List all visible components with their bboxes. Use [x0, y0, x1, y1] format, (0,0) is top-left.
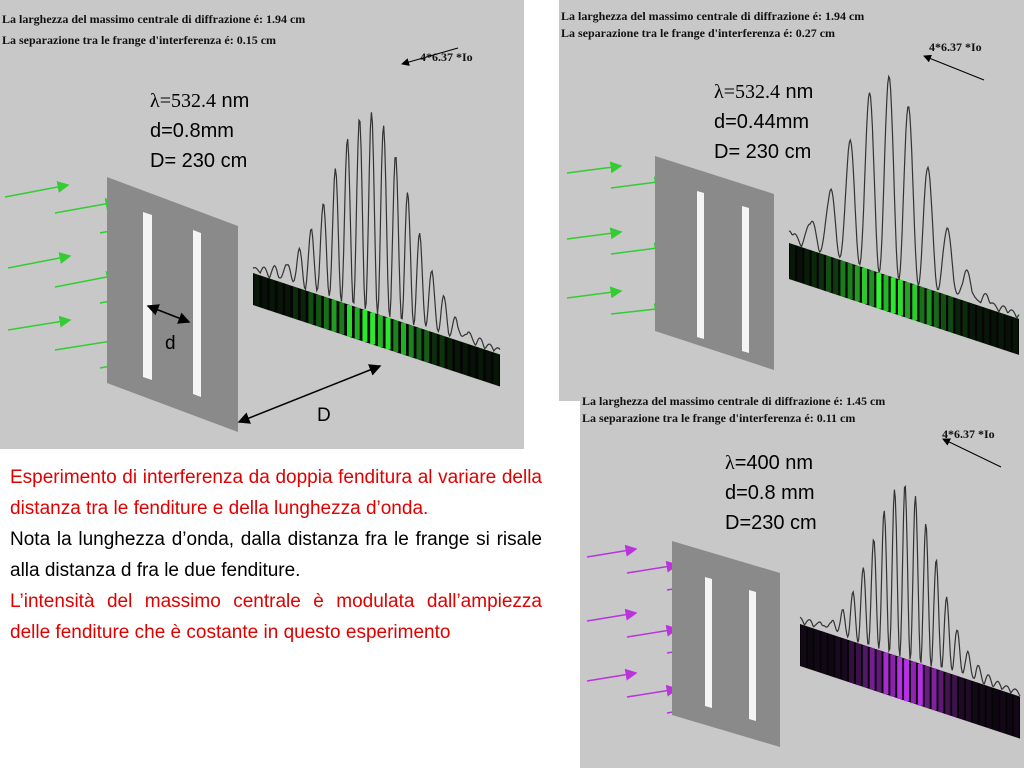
slit [697, 191, 704, 339]
screen-distance-label: D [317, 405, 331, 426]
slit [193, 230, 201, 397]
panel-3-wavelength: λ=400 nm [725, 452, 814, 474]
fringe-stripe [828, 634, 833, 676]
description [10, 462, 542, 648]
fringe-stripe [455, 341, 460, 373]
fringe-stripe [332, 300, 337, 332]
light-beam-arrow [587, 549, 636, 557]
fringe-stripe [884, 275, 889, 311]
fringe-stripe [848, 263, 853, 299]
interference-screen [789, 243, 1019, 355]
fringe-stripe [911, 661, 916, 703]
fringe-stripe [945, 673, 950, 715]
fringe-stripe [934, 292, 939, 328]
diffraction-panel-1 [0, 0, 524, 449]
panel-1-separation-text: La separazione tra le frange d'interferenza é: 0.15 cm [2, 33, 277, 47]
fringe-stripe [401, 323, 406, 355]
fringe-stripe [905, 282, 910, 318]
fringe-stripe [308, 292, 313, 324]
light-beam-arrow [567, 232, 621, 239]
fringe-stripe [938, 671, 943, 713]
fringe-stripe [897, 657, 902, 699]
fringe-stripe [993, 689, 998, 731]
fringe-stripe [819, 254, 824, 290]
fringe-stripe [855, 266, 860, 302]
fringe-stripe [959, 677, 964, 719]
fringe-stripe [355, 307, 360, 339]
fringe-stripe [999, 313, 1004, 349]
panel-2-screen-distance: D= 230 cm [714, 141, 812, 163]
fringe-stripe [432, 333, 437, 365]
slit [143, 212, 152, 380]
fringe-stripe [393, 320, 398, 352]
fringe-stripe [890, 655, 895, 697]
fringe-stripe [991, 311, 996, 347]
panel-1-drawing [0, 0, 524, 449]
slit-plate [107, 177, 238, 432]
fringe-stripe [883, 652, 888, 694]
fringe-stripe [386, 318, 391, 350]
fringe-stripe [347, 305, 352, 337]
light-beam-arrow [627, 565, 677, 573]
fringe-stripe [876, 273, 881, 309]
panel-3-drawing [580, 387, 1024, 768]
panel-1-wavelength: λ=532.4 nm [150, 90, 250, 112]
slit [705, 577, 712, 708]
fringe-stripe [977, 306, 982, 342]
slit-distance-label: d [165, 333, 176, 354]
panel-2-slit-distance: d=0.44mm [714, 111, 810, 133]
fringe-stripe [869, 270, 874, 306]
panel-3-peak-label: 4*6.37 *Io [942, 427, 995, 441]
fringe-stripe [808, 627, 813, 669]
description-paragraph-1: Esperimento di interferenza da doppia fenditura al variare della distanza tra le fenditure e della lunghezza d’onda. [10, 467, 542, 519]
fringe-stripe [440, 335, 445, 367]
slit-plate [655, 156, 774, 370]
fringe-stripe [424, 330, 429, 362]
panel-2-width-text: La larghezza del massimo centrale di diffrazione é: 1.94 cm [561, 9, 865, 23]
fringe-stripe [370, 312, 375, 344]
panel-2-separation-text: La separazione tra le frange d'interferenza é: 0.27 cm [561, 26, 836, 40]
slit [742, 206, 749, 353]
fringe-stripe [870, 648, 875, 690]
description-paragraph-3: L’intensità del massimo centrale è modulata dall’ampiezza delle fenditure che è costante in questo esperimento [10, 591, 542, 643]
fringe-stripe [339, 302, 344, 334]
fringe-stripe [1000, 691, 1005, 733]
fringe-stripe [801, 625, 806, 667]
light-beam-arrow [587, 673, 636, 681]
fringe-stripe [826, 256, 831, 292]
fringe-stripe [1014, 695, 1019, 737]
fringe-stripe [797, 247, 802, 283]
fringe-stripe [835, 636, 840, 678]
panel-3-slit-distance: d=0.8 mm [725, 482, 815, 504]
fringe-stripe [494, 353, 499, 385]
fringe-stripe [270, 279, 275, 311]
panel-1-slit-distance: d=0.8mm [150, 120, 234, 142]
slit [749, 590, 756, 721]
fringe-stripe [804, 249, 809, 285]
fringe-stripe [925, 666, 930, 708]
light-beam-arrow [567, 291, 621, 298]
light-beam-arrow [627, 629, 677, 637]
panel-3-params [725, 448, 817, 538]
fringe-stripe [898, 280, 903, 316]
fringe-stripe [973, 682, 978, 724]
fringe-stripe [447, 338, 452, 370]
fringe-stripe [470, 346, 475, 378]
fringe-stripe [316, 295, 321, 327]
diffraction-panel-3 [580, 387, 1024, 768]
fringe-stripe [849, 641, 854, 683]
fringe-stripe [324, 297, 329, 329]
description-paragraph-2: Nota la lunghezza d’onda, dalla distanza fra le frange si risale alla distanza d fra le due fenditure. [10, 529, 542, 581]
fringe-stripe [904, 659, 909, 701]
panel-1-screen-distance: D= 230 cm [150, 150, 248, 172]
panel-3-screen-distance: D=230 cm [725, 512, 817, 534]
diffraction-panel-2 [559, 0, 1024, 401]
fringe-stripe [278, 282, 283, 314]
panel-2-peak-label: 4*6.37 *Io [929, 40, 982, 54]
panel-1-peak-label: 4*6.37 *Io [420, 50, 473, 64]
fringe-stripe [952, 675, 957, 717]
peak-pointer-arrow [924, 56, 984, 80]
light-beam-arrow [567, 166, 621, 173]
interference-screen [800, 624, 1020, 739]
light-beam-arrow [8, 320, 70, 330]
fringe-stripe [856, 643, 861, 685]
light-beam-arrow [587, 613, 636, 621]
fringe-stripe [409, 325, 414, 357]
peak-pointer-arrow [943, 439, 1001, 467]
panel-1-params [150, 86, 249, 176]
light-beam-arrow [8, 256, 70, 268]
fringe-stripe [955, 299, 960, 335]
fringe-stripe [478, 348, 483, 380]
panel-1-width-text: La larghezza del massimo centrale di diffrazione é: 1.94 cm [2, 12, 306, 26]
fringe-stripe [416, 328, 421, 360]
fringe-stripe [486, 351, 491, 383]
fringe-stripe [842, 639, 847, 681]
fringe-stripe [980, 684, 985, 726]
fringe-stripe [262, 277, 267, 309]
fringe-stripe [987, 686, 992, 728]
fringe-stripe [815, 630, 820, 672]
fringe-stripe [301, 290, 306, 322]
fringe-stripe [833, 258, 838, 294]
fringe-stripe [790, 244, 795, 280]
fringe-stripe [862, 268, 867, 304]
panel-3-width-text: La larghezza del massimo centrale di diffrazione é: 1.45 cm [582, 394, 886, 408]
light-beam-arrow [5, 185, 68, 197]
fringe-stripe [863, 646, 868, 688]
fringe-stripe [918, 664, 923, 706]
fringe-stripe [891, 277, 896, 313]
fringe-stripe [822, 632, 827, 674]
panel-3-separation-text: La separazione tra le frange d'interferenza é: 0.11 cm [582, 411, 856, 425]
fringe-stripe [1007, 693, 1012, 735]
panel-2-drawing [559, 0, 1024, 401]
fringe-stripe [877, 650, 882, 692]
fringe-stripe [362, 310, 367, 342]
fringe-stripe [812, 251, 817, 287]
fringe-stripe [932, 668, 937, 710]
fringe-stripe [984, 308, 989, 344]
fringe-stripe [919, 287, 924, 323]
light-beam-arrow [627, 689, 677, 697]
fringe-stripe [948, 296, 953, 332]
panel-2-params [714, 77, 813, 167]
fringe-stripe [378, 315, 383, 347]
fringe-stripe [927, 289, 932, 325]
fringe-stripe [293, 287, 298, 319]
fringe-stripe [912, 285, 917, 321]
fringe-stripe [1006, 315, 1011, 351]
slit-plate [672, 541, 780, 747]
fringe-stripe [1013, 318, 1018, 354]
fringe-stripe [840, 261, 845, 297]
screen-distance-arrow [239, 366, 380, 422]
fringe-stripe [963, 301, 968, 337]
fringe-stripe [966, 680, 971, 722]
fringe-stripe [463, 343, 468, 375]
fringe-stripe [941, 294, 946, 330]
fringe-stripe [285, 284, 290, 316]
fringe-stripe [254, 274, 259, 306]
panel-2-wavelength: λ=532.4 nm [714, 81, 814, 103]
fringe-stripe [970, 303, 975, 339]
light-beam-arrow [55, 202, 116, 213]
